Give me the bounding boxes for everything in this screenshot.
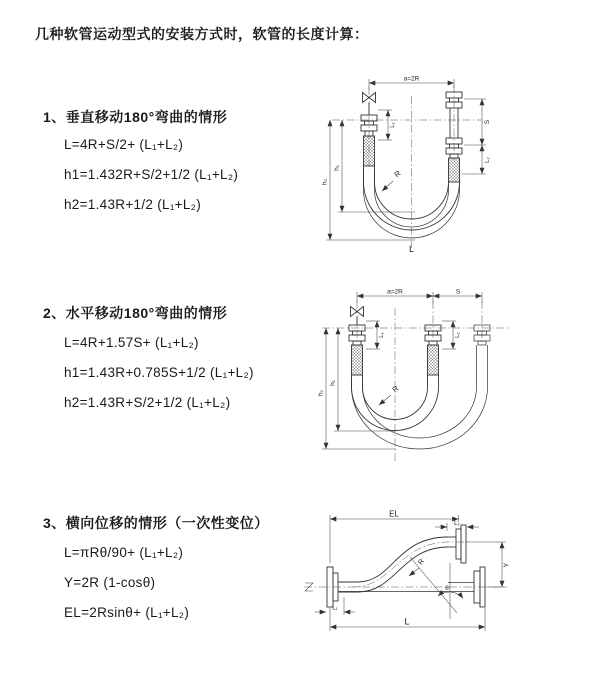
section-3-formula-Y: Y=2R (1-cosθ) [64, 575, 156, 590]
section-2-heading: 2、水平移动180°弯曲的情形 [43, 305, 228, 321]
braided-hose-section [364, 136, 375, 166]
dim-label-r: R [392, 168, 403, 180]
braided-hose-section [449, 158, 460, 182]
diagram-horizontal-180-bend [308, 283, 563, 473]
diagram-vertical-180-bend [312, 70, 557, 255]
dim-label-r: R [390, 383, 401, 395]
dimension-labels [322, 76, 492, 255]
dim-label-l2: L₂ [454, 521, 460, 527]
section-3-formula-EL: EL=2Rsinθ+ (L₁+L₂) [64, 605, 190, 620]
dim-label-r: R [417, 558, 427, 567]
section-3-heading: 3、横向位移的情形（一次性变位） [43, 515, 269, 531]
dim-label-h2: h₂ [321, 178, 329, 186]
dim-label-s: S [455, 288, 461, 296]
dimension-labels [332, 510, 510, 627]
section-1-formula-h2: h2=1.43R+1/2 (L₁+L₂) [64, 197, 202, 212]
braided-hose-section [428, 345, 439, 375]
u-hose-displaced-position [363, 345, 477, 438]
upper-flange-fitting [448, 525, 466, 563]
dim-label-h1: h₁ [329, 380, 337, 386]
dim-label-l1: L₁ [379, 332, 385, 338]
dimensions [322, 292, 482, 449]
dim-label-h1: h₁ [333, 165, 341, 171]
section-1-formula-h1: h1=1.432R+S/2+1/2 (L₁+L₂) [64, 167, 239, 182]
dim-label-s: S [484, 119, 491, 125]
section-2-formula-h2: h2=1.43R+S/2+1/2 (L₁+L₂) [64, 395, 231, 410]
section-3-formula-L: L=πRθ/90+ (L₁+L₂) [64, 545, 184, 560]
dim-label-a2r: a=2R [387, 288, 403, 296]
u-hose-displaced-position [352, 345, 488, 449]
page-title: 几种软管运动型式的安装方式时，软管的长度计算： [35, 26, 369, 42]
dim-label-l: L [404, 616, 410, 627]
dimension-labels [318, 289, 462, 397]
section-2-formula-h1: h1=1.43R+0.785S+1/2 (L₁+L₂) [64, 365, 254, 380]
dim-label-a2r: a=2R [403, 75, 420, 83]
diagram-lateral-displacement [298, 505, 593, 645]
dim-label-theta: θ [445, 585, 449, 592]
dim-label-l2: L₂ [485, 157, 491, 163]
dim-label-l1: L₁ [390, 122, 396, 128]
dim-label-el: EL [389, 509, 399, 519]
dim-label-y: Y [503, 562, 511, 568]
dim-label-l1: L₁ [332, 605, 338, 612]
section-1-formula-L: L=4R+S/2+ (L₁+L₂) [64, 137, 184, 152]
section-2-formula-L: L=4R+1.57S+ (L₁+L₂) [64, 335, 199, 350]
braided-hose-section [352, 345, 363, 375]
dim-label-l2: L₂ [455, 332, 461, 338]
dim-label-h2: h₂ [317, 389, 325, 397]
dim-label-l: L [408, 244, 415, 254]
dimensions [315, 515, 506, 631]
u-hose [352, 345, 488, 449]
section-1-heading: 1、垂直移动180°弯曲的情形 [43, 109, 228, 125]
angle-construction [410, 557, 463, 619]
valve-icon [363, 93, 376, 116]
s-curve-hose [338, 537, 448, 592]
